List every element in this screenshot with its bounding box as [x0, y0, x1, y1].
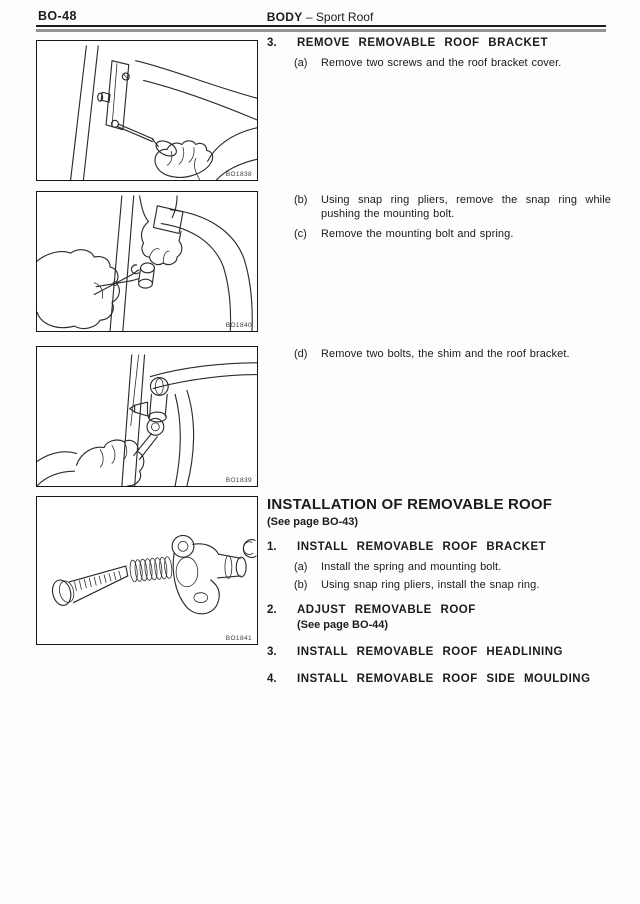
mounting-bolt-wrench-illustration	[37, 347, 257, 486]
figure-code: BO1838	[225, 171, 252, 178]
substep-a	[267, 56, 611, 70]
substep-text: Remove two bolts, the shim and the roof bracket.	[321, 348, 570, 360]
substep-text: Remove the mounting bolt and spring.	[321, 228, 514, 240]
install-step-3	[267, 646, 611, 659]
installation-see-page: (See page BO-43)	[267, 516, 359, 528]
install-substep-b	[267, 578, 611, 592]
step-heading	[267, 37, 611, 50]
figure-remove-mounting-bolt	[36, 346, 258, 487]
figure-code: BO1839	[225, 477, 252, 484]
removal-substep-d	[267, 347, 611, 361]
page-number: BO-48	[38, 9, 77, 23]
substep-text: Install the spring and mounting bolt.	[321, 561, 502, 573]
removal-substeps-bc	[267, 193, 611, 241]
figure-snap-ring-pliers	[36, 191, 258, 332]
step-number: 3.	[267, 37, 277, 49]
bracket-cover-screwdriver-illustration	[37, 41, 257, 180]
substep-label: (a)	[294, 561, 308, 573]
substep-d	[267, 347, 611, 361]
substep-c	[267, 227, 611, 241]
install-substep-a	[267, 560, 611, 574]
install-step-1	[267, 541, 611, 554]
substep-label: (b)	[294, 194, 308, 206]
install-step-4	[267, 673, 611, 686]
substep-label: (d)	[294, 348, 308, 360]
step-title: REMOVE REMOVABLE ROOF BRACKET	[297, 37, 548, 49]
step-title: ADJUST REMOVABLE ROOF	[297, 604, 476, 616]
header-rule-thick	[36, 29, 606, 32]
step-title: INSTALL REMOVABLE ROOF HEADLINING	[297, 646, 563, 658]
install-step-2	[267, 604, 611, 617]
page-header-title	[0, 10, 640, 24]
substep-label: (b)	[294, 579, 308, 591]
step-number: 3.	[267, 646, 277, 658]
header-rule-thin	[36, 25, 606, 27]
step-title: INSTALL REMOVABLE ROOF SIDE MOULDING	[297, 673, 591, 685]
step-number: 2.	[267, 604, 277, 616]
figure-code: BO1841	[225, 635, 252, 642]
figure-code: BO1840	[225, 322, 252, 329]
snap-ring-pliers-illustration	[37, 192, 257, 331]
substep-text: Using snap ring pliers, install the snap ring.	[321, 579, 540, 591]
install-step-2-note: (See page BO-44)	[297, 619, 389, 631]
figure-remove-bracket-cover	[36, 40, 258, 181]
removal-step-3	[267, 37, 611, 70]
substep-b	[267, 193, 611, 221]
installation-title: INSTALLATION OF REMOVABLE ROOF	[267, 496, 553, 513]
step-number: 1.	[267, 541, 277, 553]
step-title: INSTALL REMOVABLE ROOF BRACKET	[297, 541, 547, 553]
figure-bracket-exploded-view	[36, 496, 258, 645]
section-subtitle: – Sport Roof	[302, 10, 374, 24]
substep-label: (c)	[294, 228, 307, 240]
substep-text: Remove two screws and the roof bracket cover.	[321, 57, 562, 69]
section-name: BODY	[266, 10, 303, 24]
exploded-parts-illustration	[37, 497, 257, 644]
substep-label: (a)	[294, 57, 308, 69]
substep-text: Using snap ring pliers, remove the snap ring while pushing the mounting bolt.	[321, 194, 611, 220]
step-number: 4.	[267, 673, 277, 685]
installation-section	[267, 496, 611, 686]
